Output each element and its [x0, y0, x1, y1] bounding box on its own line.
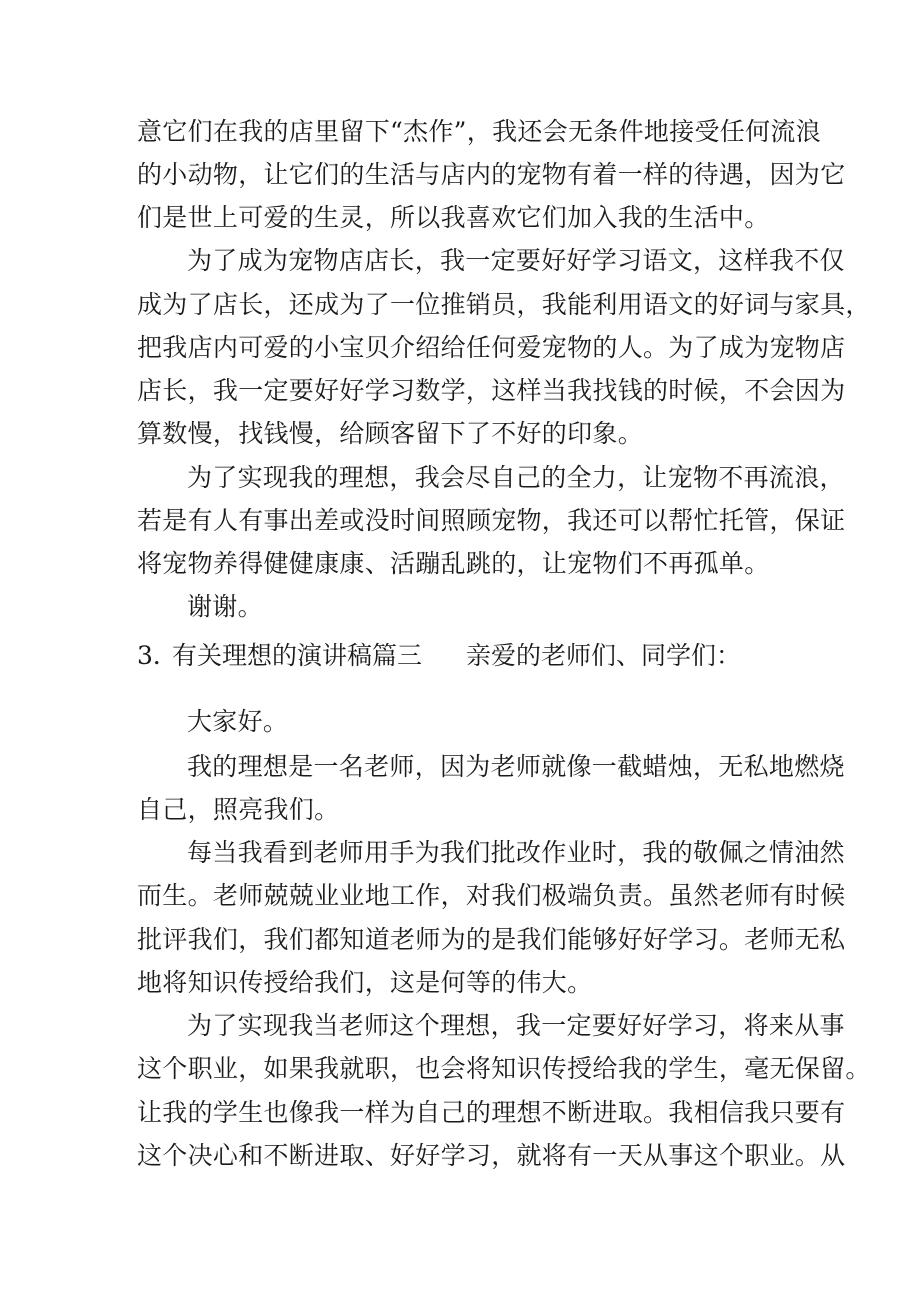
paragraph-line: 每当我看到老师用手为我们批改作业时，我的敬佩之情油然	[187, 838, 845, 867]
paragraph-line: 为了成为宠物店店长，我一定要好好学习语文，这样我不仅	[187, 246, 845, 275]
paragraph-line: 算数慢，找钱慢，给顾客留下了不好的印象。	[137, 419, 644, 448]
paragraph-line: 地将知识传授给我们，这是何等的伟大。	[137, 968, 593, 997]
paragraph-line: 这个决心和不断进取、好好学习，就将有一天从事这个职业。从	[137, 1141, 846, 1170]
paragraph-line: 的小动物，让它们的生活与店内的宠物有着一样的待遇，因为它	[137, 160, 846, 189]
paragraph-line: 让我的学生也像我一样为自己的理想不断进取。我相信我只要有	[137, 1098, 846, 1127]
paragraph-line: 们是世上可爱的生灵，所以我喜欢它们加入我的生活中。	[137, 203, 770, 232]
paragraph-line: 把我店内可爱的小宝贝介绍给任何爱宠物的人。为了成为宠物店	[137, 333, 846, 362]
paragraph-line: 自己，照亮我们。	[137, 795, 340, 824]
paragraph-line: 店长，我一定要好好学习数学，这样当我找钱的时候，不会因为	[137, 376, 846, 405]
paragraph-line: 这个职业，如果我就职，也会将知识传授给我的学生，毫无保留。	[137, 1054, 871, 1083]
section-greeting: 亲爱的老师们、同学们：	[466, 641, 742, 670]
paragraph-line: 我的理想是一名老师，因为老师就像一截蜡烛，无私地燃烧	[187, 752, 845, 781]
section-title: 有关理想的演讲稿篇三	[172, 641, 423, 670]
paragraph-line: 为了实现我的理想，我会尽自己的全力，让宠物不再流浪，	[187, 463, 845, 492]
paragraph-line: 意它们在我的店里留下“杰作”，我还会无条件地接受任何流浪	[137, 117, 821, 146]
paragraph-line: 成为了店长，还成为了一位推销员，我能利用语文的好词与家具，	[137, 290, 871, 319]
closing-line: 谢谢。	[187, 592, 263, 621]
paragraph-line: 将宠物养得健健康康、活蹦乱跳的，让宠物们不再孤单。	[137, 549, 770, 578]
paragraph-line: 若是有人有事出差或没时间照顾宠物，我还可以帮忙托管，保证	[137, 506, 846, 535]
paragraph-line: 大家好。	[187, 707, 289, 736]
section-number: 3．	[137, 641, 178, 670]
paragraph-line: 批评我们，我们都知道老师为的是我们能够好好学习。老师无私	[137, 925, 846, 954]
paragraph-line: 而生。老师兢兢业业地工作，对我们极端负责。虽然老师有时候	[137, 881, 846, 910]
paragraph-line: 为了实现我当老师这个理想，我一定要好好学习，将来从事	[187, 1011, 845, 1040]
